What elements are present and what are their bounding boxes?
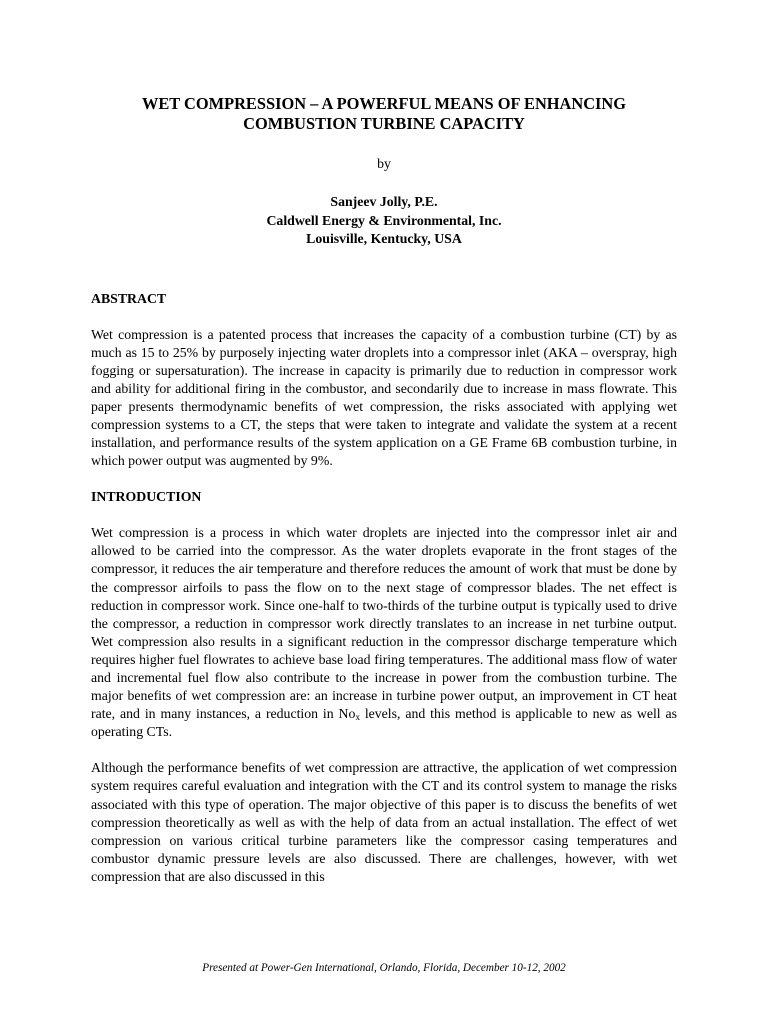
introduction-paragraph-1: [91, 524, 677, 741]
paper-title: [91, 0, 677, 134]
title-line-2: COMBUSTION TURBINE CAPACITY: [243, 114, 525, 133]
author-affiliation: Caldwell Energy & Environmental, Inc.: [266, 212, 502, 228]
intro-p1-text-b: levels, and this method is applicable to new as well as operating CTs.: [91, 706, 677, 740]
introduction-paragraph-2: Although the performance benefits of wet compression are attractive, the application of wet compression system requires careful evaluation and integration with the CT and its control system to manage the risks associated with this type of operation. The major objective of this paper is to discuss the benefits of wet compression theoretically as well as with the help of data from an actual installation. The effect of wet compression on various critical turbine parameters like the compressor casing temperatures and combustor dynamic pressure levels are also discussed. There are challenges, however, with wet compression that are also discussed in this: [91, 760, 677, 884]
by-line: by: [377, 156, 391, 171]
abstract-heading: ABSTRACT: [91, 290, 167, 306]
introduction-heading: INTRODUCTION: [91, 489, 202, 505]
author-block: [91, 193, 677, 249]
title-line-1: WET COMPRESSION – A POWERFUL MEANS OF ENHANCING: [141, 94, 627, 113]
intro-p1-text-a: Wet compression is a process in which water droplets are injected into the compressor inlet air and allowed to be carried into the compressor. As the water droplets evaporate in the front stages of the compressor, it reduces the air temperature and therefore reduces the amount of work that must be done by the compressor airfoils to pass the flow on to the next stage of compressor blades. The net effect is reduction in compressor work. Since one-half to two-thirds of the turbine output is typically used to drive the compressor, a reduction in compressor work directly translates to an increase in net turbine output. Wet compression also results in a significant reduction in the compressor discharge temperature which requires higher fuel flowrates to achieve base load firing temperatures. The additional mass flow of water and incremental fuel flow also contribute to the increase in power from the combustion turbine. The major benefits of wet compression are: an increase in turbine power output, an improvement in CT heat rate, and in many instances, a reduction in No: [91, 525, 677, 722]
abstract-text: Wet compression is a patented process that increases the capacity of a combustion turbine (CT) by as much as 15 to 25% by purposely injecting water droplets into a compressor inlet (AKA – overspray, high fogging or supersaturation). The increase in capacity is primarily due to reduction in compressor work and ability for additional firing in the combustor, and secondarily due to increase in mass flowrate. This paper presents thermodynamic benefits of wet compression, the risks associated with applying wet compression systems to a CT, the steps that were taken to integrate and validate the system at a recent installation, and performance results of the system application on a GE Frame 6B combustion turbine, in which power output was augmented by 9%.: [91, 326, 677, 469]
author-location: Louisville, Kentucky, USA: [306, 231, 462, 246]
author-name: Sanjeev Jolly, P.E.: [330, 194, 438, 209]
page-footer: Presented at Power-Gen International, Orlando, Florida, December 10-12, 2002: [202, 962, 566, 974]
nox-subscript: x: [355, 712, 360, 723]
